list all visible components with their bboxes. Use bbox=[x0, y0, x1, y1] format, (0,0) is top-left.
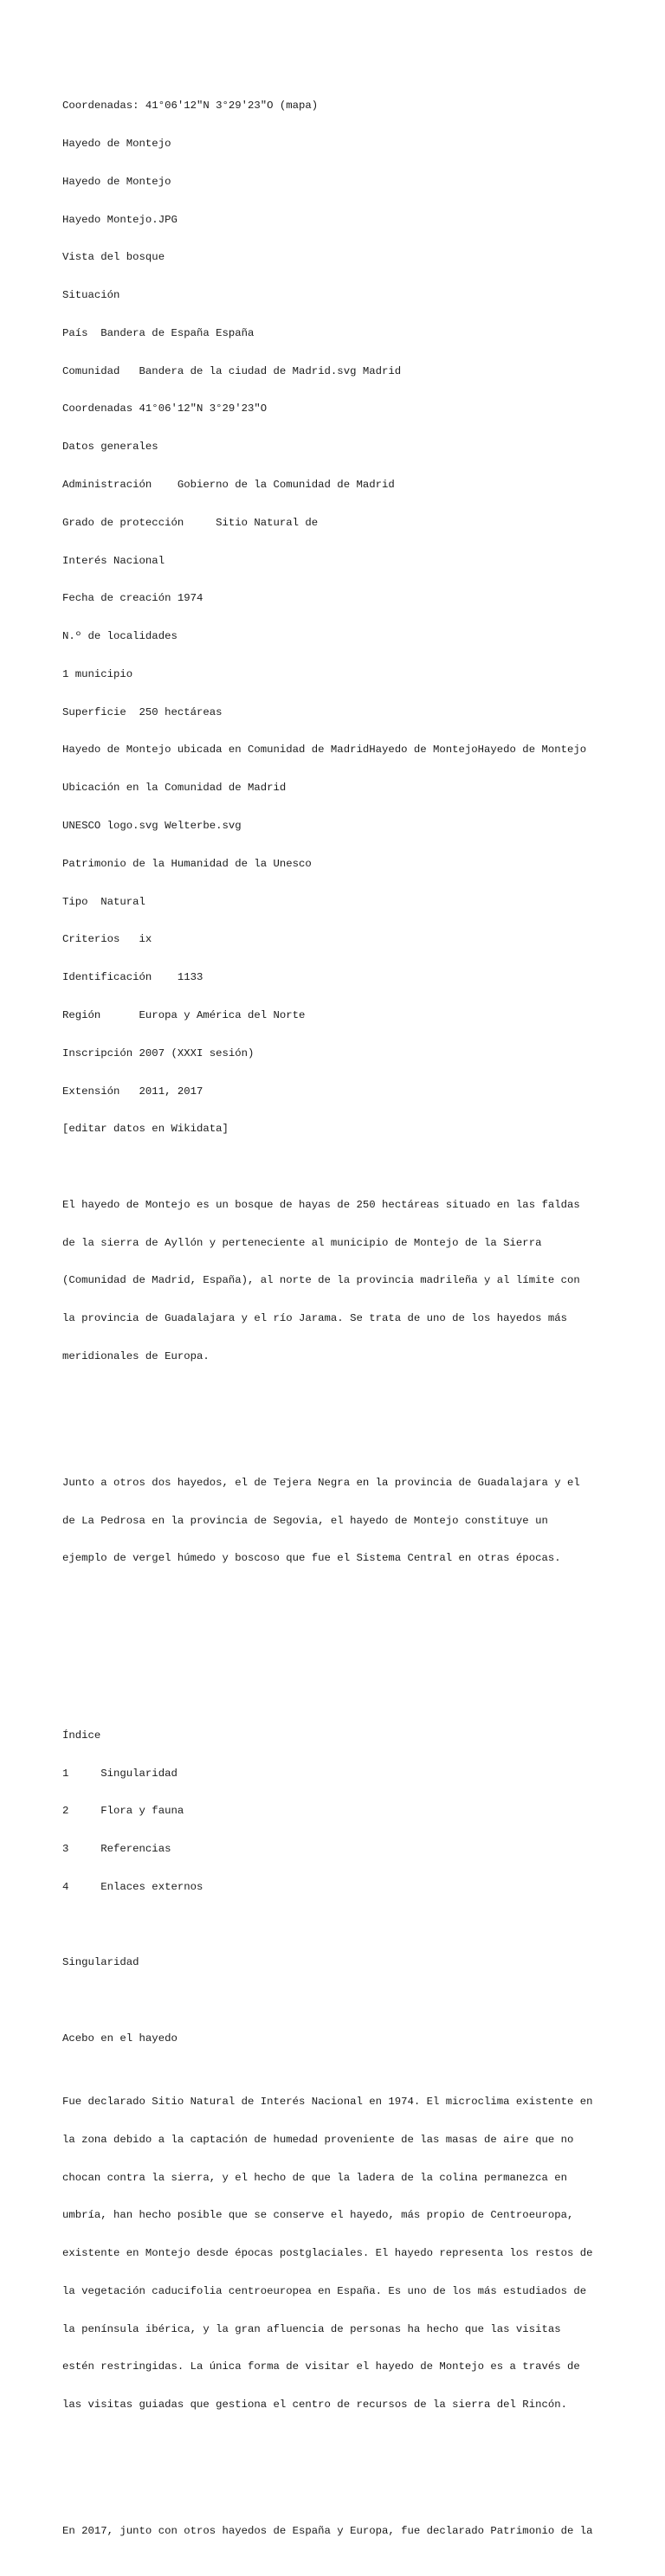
image-caption-acebo: Acebo en el hayedo bbox=[62, 2032, 178, 2045]
row-region: Región Europa y América del Norte bbox=[62, 1008, 306, 1021]
document-body bbox=[62, 74, 660, 2576]
section-datos-generales: Datos generales bbox=[62, 441, 158, 454]
section-heading-singularidad: Singularidad bbox=[62, 1956, 139, 1969]
row-coordenadas: Coordenadas 41°06′12″N 3°29′23″O bbox=[62, 402, 268, 415]
map-alt-text: Hayedo de Montejo ubicada en Comunidad de MadridHayedo de MontejoHayedo de Montejo bbox=[62, 744, 587, 757]
text-line: estén restringidas. La única forma de visitar el hayedo de Montejo es a través de bbox=[62, 2360, 580, 2373]
map-caption: Ubicación en la Comunidad de Madrid bbox=[62, 782, 287, 795]
text-line: chocan contra la sierra, y el hecho de que la ladera de la colina permanezca en bbox=[62, 2171, 567, 2184]
text-line: En 2017, junto con otros hayedos de España y Europa, fue declarado Patrimonio de la bbox=[62, 2525, 593, 2538]
spacer bbox=[62, 1414, 660, 1426]
intro-paragraph-2 bbox=[62, 1452, 660, 1591]
table-of-contents bbox=[62, 1704, 660, 1919]
row-localidades-value: 1 municipio bbox=[62, 667, 133, 680]
text-line: la vegetación caducifolia centroeuropea en España. Es uno de los más estudiados de bbox=[62, 2284, 587, 2297]
text-line: ejemplo de vergel húmedo y boscoso que fue el Sistema Central en otras épocas. bbox=[62, 1552, 561, 1565]
text-line: la provincia de Guadalajara y el río Jarama. Se trata de uno de los hayedos más bbox=[62, 1312, 567, 1325]
row-criterios: Criterios ix bbox=[62, 933, 152, 946]
row-pais: País Bandera de España España bbox=[62, 326, 255, 339]
text-line: las visitas guiadas que gestiona el centro de recursos de la sierra del Rincón. bbox=[62, 2399, 567, 2412]
toc-item-flora-fauna[interactable]: 2 Flora y fauna bbox=[62, 1805, 184, 1818]
row-identificacion: Identificación 1133 bbox=[62, 971, 203, 984]
row-fecha-creacion: Fecha de creación 1974 bbox=[62, 592, 203, 605]
infobox-image-file: Hayedo Montejo.JPG bbox=[62, 213, 178, 226]
text-line: de La Pedrosa en la provincia de Segovia, el hayedo de Montejo constituye un bbox=[62, 1514, 548, 1527]
spacer bbox=[62, 1653, 660, 1666]
unesco-logo-files: UNESCO logo.svg Welterbe.svg bbox=[62, 820, 242, 833]
text-line: Fue declarado Sitio Natural de Interés Nacional en 1974. El microclima existente en bbox=[62, 2096, 593, 2108]
text-line: existente en Montejo desde épocas postglaciales. El hayedo representa los restos de bbox=[62, 2247, 593, 2260]
text-line: (Comunidad de Madrid, España), al norte de la provincia madrileña y al límite con bbox=[62, 1274, 580, 1287]
toc-item-referencias[interactable]: 3 Referencias bbox=[62, 1843, 171, 1856]
row-administracion: Administración Gobierno de la Comunidad de Madrid bbox=[62, 479, 395, 491]
text-line: la península ibérica, y la gran afluencia de personas ha hecho que las visitas bbox=[62, 2322, 561, 2335]
coordinates-header: Coordenadas: 41°06′12″N 3°29′23″O (mapa) bbox=[62, 100, 319, 113]
row-superficie: Superficie 250 hectáreas bbox=[62, 705, 223, 718]
infobox-subtitle: Hayedo de Montejo bbox=[62, 175, 171, 188]
row-tipo: Tipo Natural bbox=[62, 895, 145, 908]
infobox-image-caption: Vista del bosque bbox=[62, 251, 165, 264]
row-grado-proteccion: Grado de protección Sitio Natural de bbox=[62, 516, 319, 529]
row-grado-proteccion-cont: Interés Nacional bbox=[62, 554, 165, 567]
text-line: Junto a otros dos hayedos, el de Tejera Negra en la provincia de Guadalajara y el bbox=[62, 1476, 580, 1489]
toc-item-enlaces-externos[interactable]: 4 Enlaces externos bbox=[62, 1880, 203, 1893]
toc-item-singularidad[interactable]: 1 Singularidad bbox=[62, 1767, 178, 1780]
row-extension: Extensión 2011, 2017 bbox=[62, 1085, 203, 1098]
infobox-title: Hayedo de Montejo bbox=[62, 137, 171, 150]
toc-title: Índice bbox=[62, 1729, 101, 1742]
intro-paragraph-1 bbox=[62, 1174, 660, 1388]
text-line: de la sierra de Ayllón y perteneciente al municipio de Montejo de la Sierra bbox=[62, 1236, 542, 1249]
spacer bbox=[62, 1615, 660, 1628]
singularidad-paragraph-2 bbox=[62, 2500, 660, 2563]
row-localidades: N.º de localidades bbox=[62, 630, 178, 643]
spacer bbox=[62, 2462, 660, 2475]
edit-wikidata-link[interactable]: [editar datos en Wikidata] bbox=[62, 1123, 229, 1136]
text-line: meridionales de Europa. bbox=[62, 1349, 210, 1362]
text-line: El hayedo de Montejo es un bosque de hayas de 250 hectáreas situado en las faldas bbox=[62, 1198, 580, 1211]
spacer bbox=[62, 1994, 660, 2007]
text-line: umbría, han hecho posible que se conserve el hayedo, más propio de Centroeuropa, bbox=[62, 2209, 574, 2222]
row-comunidad: Comunidad Bandera de la ciudad de Madrid.svg Madrid bbox=[62, 364, 402, 377]
section-situacion: Situación bbox=[62, 289, 120, 302]
singularidad-paragraph-1 bbox=[62, 2070, 660, 2437]
row-inscripcion: Inscripción 2007 (XXXI sesión) bbox=[62, 1046, 255, 1059]
text-line: la zona debido a la captación de humedad proveniente de las masas de aire que no bbox=[62, 2133, 574, 2146]
unesco-title: Patrimonio de la Humanidad de la Unesco bbox=[62, 857, 312, 870]
